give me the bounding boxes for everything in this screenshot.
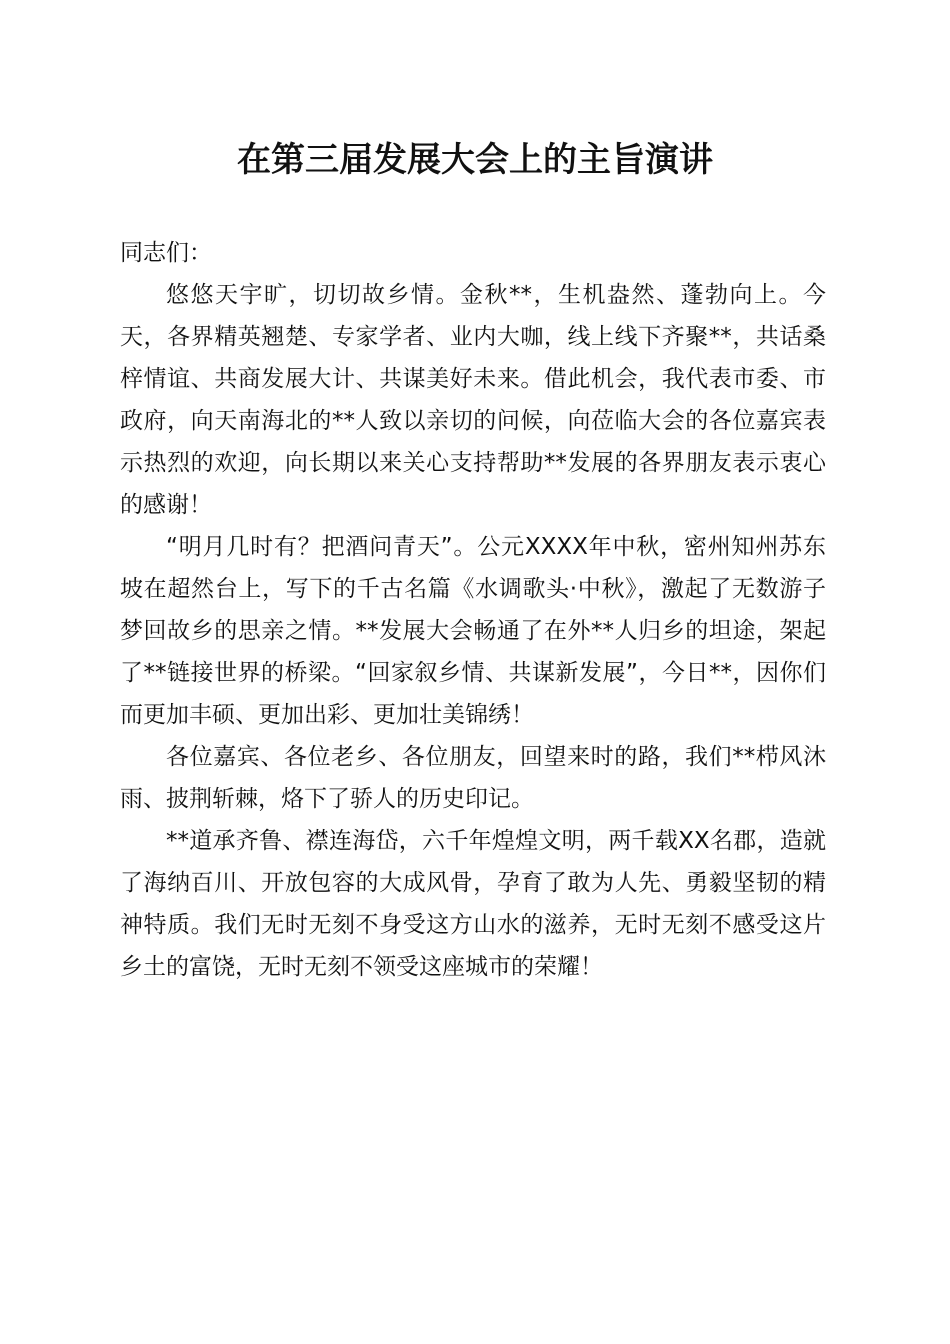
paragraph-2: “明月几时有？把酒问青天”。公元XXXX年中秋，密州知州苏东坡在超然台上，写下的千古名篇《水调歌头·中秋》，激起了无数游子梦回故乡的思亲之情。**发展大会畅通了在外**人归乡的坦途，架起了**链接世界的桥梁。“回家叙乡情、共谋新发展”，今日**，因你们而更加丰硕、更加出彩、更加壮美锦绣！ [120,534,826,728]
document-body [120,232,826,988]
paragraph-3: 各位嘉宾、各位老乡、各位朋友，回望来时的路，我们**栉风沐雨、披荆斩棘，烙下了骄人的历史印记。 [120,744,826,812]
document-title: 在第三届发展大会上的主旨演讲 [237,140,713,180]
paragraph-1: 悠悠天宇旷，切切故乡情。金秋**，生机盎然、蓬勃向上。今天，各界精英翘楚、专家学者、业内大咖，线上线下齐聚**，共话桑梓情谊、共商发展大计、共谋美好未来。借此机会，我代表市委、市政府，向天南海北的**人致以亲切的问候，向莅临大会的各位嘉宾表示热烈的欢迎，向长期以来关心支持帮助**发展的各界朋友表示衷心的感谢！ [120,282,826,518]
salutation: 同志们： [120,240,212,266]
paragraph-4: **道承齐鲁、襟连海岱，六千年煌煌文明，两千载XX名郡，造就了海纳百川、开放包容的大成风骨，孕育了敢为人先、勇毅坚韧的精神特质。我们无时无刻不身受这方山水的滋养，无时无刻不感受这片乡土的富饶，无时无刻不领受这座城市的荣耀！ [120,828,826,980]
